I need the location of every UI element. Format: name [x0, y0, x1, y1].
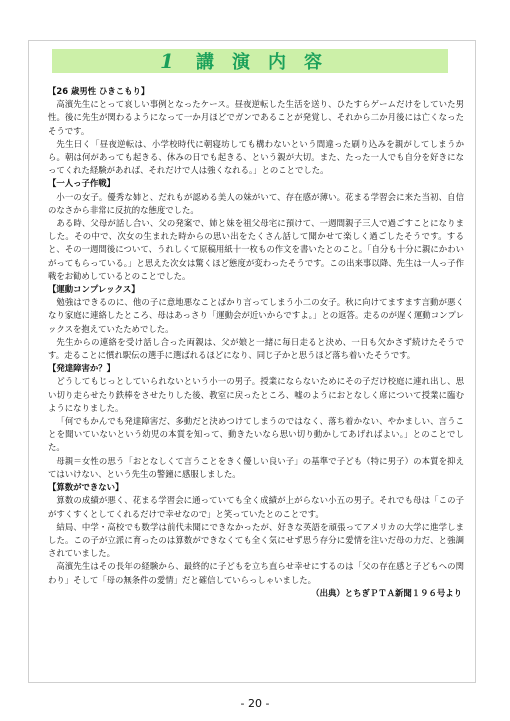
section-title: 講演内容	[195, 52, 340, 73]
case-heading: 【運動コンプレックス】	[48, 284, 140, 295]
page-number: - 20 -	[240, 697, 270, 710]
paragraph: どうしてもじっとしていられないという小一の男子。授業にならないためにその子だけ校庭に連れ出し、思い切り走らせたり鉄棒をさせたりした後、教室に戻ったところ、嘘のようにおとなしく席について授業に臨むようになりました。	[48, 376, 464, 413]
article-body	[48, 85, 464, 600]
case-heading: 【26 歳男性 ひきこもり】	[48, 86, 150, 96]
section-banner	[52, 49, 448, 73]
paragraph: 母親＝女性の思う「おとなしくて言うことをきく優しい良い子」の基準で子ども（特に男子）の本質を抑えてはいけない、という先生の警鐘に感服しました。	[48, 455, 464, 479]
paragraph: 小一の女子。優秀な姉と、だれもが認める美人の妹がいて、存在感が薄い。花まる学習会に来た当初、自信のなさから非常に反抗的な態度でした。	[48, 191, 464, 215]
case-heading: 【一人っ子作戦】	[48, 178, 115, 189]
paragraph: 先生曰く「昼夜逆転は、小学校時代に朝寝坊しても構わないという間違った刷り込みを親がしてしまうから。朝は何があっても起きる、休みの日でも起きる、という親が大切。また、たった一人でも自分を好きになってくれた経験があれば、それだけで人は強くなれる。」とのことでした。	[48, 138, 464, 176]
paragraph: 算数の成績が悪く、花まる学習会に通っていても全く成績が上がらない小五の男子。それでも母は「この子がすくすくとしてくれるだけで幸せなので」と笑っていたとのことです。	[48, 495, 464, 519]
section-number: 1	[160, 49, 174, 73]
paragraph: 結局、中学・高校でも数学は前代未聞にできなかったが、好きな英語を頑張ってアメリカの大学に進学しました。この子が立派に育ったのは算数ができなくても全く気にせず思う存分に愛情を注いだ母の力だ、と強調されていました。	[48, 521, 464, 559]
paragraph: 先生からの連絡を受け話し合った両親は、父が娘と一緒に毎日走ると決め、一日も欠かさず続けたそうです。走ることに慣れ駅伝の選手に選ばれるほどになり、同じ子かと思うほど落ち着いたそうです。	[48, 336, 464, 361]
paragraph: 高濱先生にとって哀しい事例となったケース。昼夜逆転した生活を送り、ひたすらゲームだけをしていた男性。後に先生が関わるようになって一か月ほどでガンであることが発覚し、それから二か月後には亡くなったそうです。	[48, 99, 464, 136]
case-heading: 【算数ができない】	[48, 482, 124, 493]
paragraph: 高濱先生はその長年の経験から、最終的に子どもを立ち直らせ幸せにするのは「父の存在感と子どもへの関わり」そして「母の無条件の愛情」だと確信していらっしゃいました。	[48, 561, 464, 585]
paragraph: 勉強はできるのに、他の子に意地悪なことばかり言ってしまう小二の女子。秋に向けてますます言動が悪くなり家庭に連絡したところ、母はあっさり「運動会が近いからですよ。」との返答。走るのが遅く運動コンプレックスを抱えていたためでした。	[48, 297, 464, 334]
paragraph: 「何でもかんでも発達障害だ、多動だと決めつけてしまうのではなく、落ち着かない、やかましい、言うことを聞いていないという幼児の本質を知って、動きたいなら思い切り動かしてあげればよい。」とのことでした。	[48, 416, 464, 453]
case-heading: 【発達障害か？】	[48, 363, 115, 374]
source-citation: （出典）とちぎＰＴＡ新聞１９６号より	[311, 587, 462, 598]
paragraph: ある時、父母が話し合い、父の発案で、姉と妹を祖父母宅に預けて、一週間親子三人で過ごすことになりました。その中で、次女の生まれた時からの思い出をたくさん話して聞かせて楽しく過ごしたそうです。すると、その一週間後について、うれしくて原稿用紙十一枚もの作文を書いたとのこと。「自分も十分に親にかわいがってもらっている。」と思えた次女は驚くほど態度が変わったそうです。この出来事以降、先生は一人っ子作戦をお勧めしているとのことでした。	[48, 218, 464, 281]
